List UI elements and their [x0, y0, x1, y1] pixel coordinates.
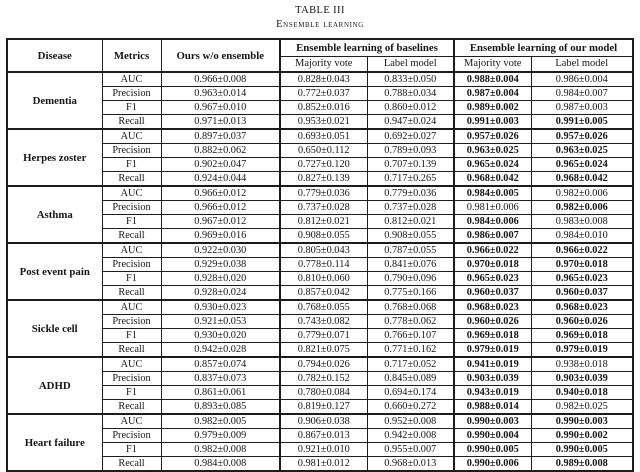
value-cell: 0.857±0.074: [161, 357, 280, 372]
value-cell: 0.660±0.272: [367, 400, 454, 415]
value-cell: 0.821±0.075: [280, 343, 367, 358]
value-cell: 0.966±0.012: [161, 201, 280, 215]
metric-cell: AUC: [102, 300, 161, 315]
metric-cell: AUC: [102, 414, 161, 429]
table-caption-label: TABLE III: [295, 5, 345, 16]
value-cell: 0.969±0.018: [454, 329, 531, 343]
value-cell: 0.772±0.037: [280, 87, 367, 101]
value-cell: 0.982±0.005: [161, 414, 280, 429]
value-cell: 0.940±0.018: [531, 386, 633, 400]
table-row: [7, 300, 633, 315]
value-cell: 0.984±0.006: [454, 215, 531, 229]
value-cell: 0.833±0.050: [367, 72, 454, 87]
value-cell: 0.861±0.061: [161, 386, 280, 400]
value-cell: 0.860±0.012: [367, 101, 454, 115]
value-cell: 0.794±0.026: [280, 357, 367, 372]
metric-cell: AUC: [102, 129, 161, 144]
value-cell: 0.717±0.265: [367, 172, 454, 187]
header-group-baselines: Ensemble learning of baselines: [280, 39, 454, 57]
value-cell: 0.957±0.026: [454, 129, 531, 144]
value-cell: 0.984±0.008: [161, 457, 280, 472]
value-cell: 0.990±0.005: [454, 443, 531, 457]
metric-cell: AUC: [102, 72, 161, 87]
metric-cell: Recall: [102, 400, 161, 415]
value-cell: 0.983±0.008: [531, 215, 633, 229]
value-cell: 0.852±0.016: [280, 101, 367, 115]
value-cell: 0.981±0.006: [454, 201, 531, 215]
value-cell: 0.990±0.003: [531, 414, 633, 429]
value-cell: 0.766±0.107: [367, 329, 454, 343]
value-cell: 0.771±0.162: [367, 343, 454, 358]
value-cell: 0.968±0.042: [454, 172, 531, 187]
value-cell: 0.778±0.062: [367, 315, 454, 329]
value-cell: 0.768±0.068: [367, 300, 454, 315]
metric-cell: Recall: [102, 229, 161, 244]
value-cell: 0.990±0.003: [454, 414, 531, 429]
value-cell: 0.965±0.023: [531, 272, 633, 286]
ensemble-learning-table: [6, 38, 634, 472]
value-cell: 0.929±0.038: [161, 258, 280, 272]
table-row: [7, 243, 633, 258]
header-row-groups: [7, 39, 633, 57]
value-cell: 0.968±0.023: [454, 300, 531, 315]
value-cell: 0.968±0.023: [531, 300, 633, 315]
value-cell: 0.819±0.127: [280, 400, 367, 415]
value-cell: 0.966±0.012: [161, 186, 280, 201]
disease-cell: Asthma: [7, 186, 102, 243]
value-cell: 0.990±0.006: [454, 457, 531, 472]
value-cell: 0.810±0.060: [280, 272, 367, 286]
metric-cell: Precision: [102, 87, 161, 101]
metric-cell: Precision: [102, 144, 161, 158]
value-cell: 0.841±0.076: [367, 258, 454, 272]
header-metrics: Metrics: [102, 39, 161, 72]
value-cell: 0.778±0.114: [280, 258, 367, 272]
value-cell: 0.867±0.013: [280, 429, 367, 443]
value-cell: 0.908±0.055: [280, 229, 367, 244]
value-cell: 0.970±0.018: [531, 258, 633, 272]
table-row: [7, 186, 633, 201]
value-cell: 0.990±0.002: [531, 429, 633, 443]
value-cell: 0.967±0.010: [161, 101, 280, 115]
value-cell: 0.903±0.039: [531, 372, 633, 386]
value-cell: 0.969±0.016: [161, 229, 280, 244]
subheader-majority-vote-baselines: Majority vote: [280, 57, 367, 73]
disease-cell: Dementia: [7, 72, 102, 129]
value-cell: 0.969±0.018: [531, 329, 633, 343]
table-head: [7, 39, 633, 72]
metric-cell: F1: [102, 272, 161, 286]
value-cell: 0.693±0.051: [280, 129, 367, 144]
value-cell: 0.908±0.055: [367, 229, 454, 244]
value-cell: 0.827±0.139: [280, 172, 367, 187]
table-body: [7, 72, 633, 471]
value-cell: 0.981±0.012: [280, 457, 367, 472]
metric-cell: AUC: [102, 357, 161, 372]
value-cell: 0.717±0.052: [367, 357, 454, 372]
value-cell: 0.707±0.139: [367, 158, 454, 172]
value-cell: 0.942±0.028: [161, 343, 280, 358]
value-cell: 0.692±0.027: [367, 129, 454, 144]
value-cell: 0.963±0.014: [161, 87, 280, 101]
disease-cell: Heart failure: [7, 414, 102, 471]
value-cell: 0.987±0.004: [454, 87, 531, 101]
value-cell: 0.965±0.024: [531, 158, 633, 172]
value-cell: 0.787±0.055: [367, 243, 454, 258]
metric-cell: AUC: [102, 243, 161, 258]
value-cell: 0.768±0.055: [280, 300, 367, 315]
value-cell: 0.991±0.003: [454, 115, 531, 130]
metric-cell: Recall: [102, 457, 161, 472]
value-cell: 0.924±0.044: [161, 172, 280, 187]
value-cell: 0.979±0.009: [161, 429, 280, 443]
value-cell: 0.970±0.018: [454, 258, 531, 272]
metric-cell: F1: [102, 443, 161, 457]
disease-cell: ADHD: [7, 357, 102, 414]
value-cell: 0.779±0.036: [280, 186, 367, 201]
subheader-label-model-baselines: Label model: [367, 57, 454, 73]
value-cell: 0.737±0.028: [280, 201, 367, 215]
value-cell: 0.963±0.025: [531, 144, 633, 158]
value-cell: 0.743±0.082: [280, 315, 367, 329]
value-cell: 0.991±0.005: [531, 115, 633, 130]
value-cell: 0.960±0.026: [531, 315, 633, 329]
value-cell: 0.960±0.037: [531, 286, 633, 301]
value-cell: 0.989±0.008: [531, 457, 633, 472]
value-cell: 0.788±0.034: [367, 87, 454, 101]
value-cell: 0.737±0.028: [367, 201, 454, 215]
value-cell: 0.941±0.019: [454, 357, 531, 372]
value-cell: 0.812±0.021: [367, 215, 454, 229]
header-disease: Disease: [7, 39, 102, 72]
table-caption: [0, 0, 640, 31]
value-cell: 0.942±0.008: [367, 429, 454, 443]
value-cell: 0.943±0.019: [454, 386, 531, 400]
metric-cell: F1: [102, 101, 161, 115]
value-cell: 0.971±0.013: [161, 115, 280, 130]
value-cell: 0.968±0.013: [367, 457, 454, 472]
value-cell: 0.928±0.020: [161, 272, 280, 286]
metric-cell: Precision: [102, 201, 161, 215]
value-cell: 0.790±0.096: [367, 272, 454, 286]
metric-cell: F1: [102, 158, 161, 172]
table-row: [7, 414, 633, 429]
value-cell: 0.805±0.043: [280, 243, 367, 258]
value-cell: 0.982±0.008: [161, 443, 280, 457]
table-row: [7, 357, 633, 372]
value-cell: 0.780±0.084: [280, 386, 367, 400]
table-row: [7, 129, 633, 144]
table-row: [7, 72, 633, 87]
value-cell: 0.957±0.026: [531, 129, 633, 144]
value-cell: 0.921±0.053: [161, 315, 280, 329]
value-cell: 0.902±0.047: [161, 158, 280, 172]
value-cell: 0.979±0.019: [454, 343, 531, 358]
value-cell: 0.953±0.021: [280, 115, 367, 130]
subheader-majority-vote-our-model: Majority vote: [454, 57, 531, 73]
value-cell: 0.982±0.006: [531, 186, 633, 201]
value-cell: 0.984±0.005: [454, 186, 531, 201]
value-cell: 0.903±0.039: [454, 372, 531, 386]
value-cell: 0.779±0.071: [280, 329, 367, 343]
subheader-label-model-our-model: Label model: [531, 57, 633, 73]
value-cell: 0.930±0.020: [161, 329, 280, 343]
disease-cell: Herpes zoster: [7, 129, 102, 186]
table-caption-title: Ensemble learning: [276, 19, 364, 30]
value-cell: 0.967±0.012: [161, 215, 280, 229]
metric-cell: F1: [102, 329, 161, 343]
value-cell: 0.988±0.014: [454, 400, 531, 415]
value-cell: 0.984±0.010: [531, 229, 633, 244]
header-group-our-model: Ensemble learning of our model: [454, 39, 633, 57]
value-cell: 0.882±0.062: [161, 144, 280, 158]
value-cell: 0.828±0.043: [280, 72, 367, 87]
value-cell: 0.988±0.004: [454, 72, 531, 87]
value-cell: 0.906±0.038: [280, 414, 367, 429]
value-cell: 0.989±0.002: [454, 101, 531, 115]
metric-cell: F1: [102, 386, 161, 400]
value-cell: 0.893±0.085: [161, 400, 280, 415]
metric-cell: Precision: [102, 429, 161, 443]
value-cell: 0.987±0.003: [531, 101, 633, 115]
metric-cell: F1: [102, 215, 161, 229]
value-cell: 0.928±0.024: [161, 286, 280, 301]
value-cell: 0.779±0.036: [367, 186, 454, 201]
value-cell: 0.837±0.073: [161, 372, 280, 386]
value-cell: 0.990±0.004: [454, 429, 531, 443]
value-cell: 0.897±0.037: [161, 129, 280, 144]
metric-cell: Precision: [102, 315, 161, 329]
value-cell: 0.986±0.004: [531, 72, 633, 87]
value-cell: 0.922±0.030: [161, 243, 280, 258]
value-cell: 0.984±0.007: [531, 87, 633, 101]
value-cell: 0.938±0.018: [531, 357, 633, 372]
metric-cell: Recall: [102, 172, 161, 187]
value-cell: 0.782±0.152: [280, 372, 367, 386]
value-cell: 0.963±0.025: [454, 144, 531, 158]
metric-cell: Recall: [102, 343, 161, 358]
value-cell: 0.968±0.042: [531, 172, 633, 187]
metric-cell: Recall: [102, 286, 161, 301]
value-cell: 0.789±0.093: [367, 144, 454, 158]
value-cell: 0.845±0.089: [367, 372, 454, 386]
value-cell: 0.960±0.037: [454, 286, 531, 301]
metric-cell: Recall: [102, 115, 161, 130]
value-cell: 0.982±0.025: [531, 400, 633, 415]
metric-cell: AUC: [102, 186, 161, 201]
value-cell: 0.955±0.007: [367, 443, 454, 457]
value-cell: 0.947±0.024: [367, 115, 454, 130]
value-cell: 0.965±0.024: [454, 158, 531, 172]
value-cell: 0.965±0.023: [454, 272, 531, 286]
value-cell: 0.930±0.023: [161, 300, 280, 315]
metric-cell: Precision: [102, 258, 161, 272]
value-cell: 0.775±0.166: [367, 286, 454, 301]
value-cell: 0.966±0.008: [161, 72, 280, 87]
metric-cell: Precision: [102, 372, 161, 386]
value-cell: 0.727±0.120: [280, 158, 367, 172]
value-cell: 0.960±0.026: [454, 315, 531, 329]
value-cell: 0.966±0.022: [454, 243, 531, 258]
value-cell: 0.857±0.042: [280, 286, 367, 301]
value-cell: 0.694±0.174: [367, 386, 454, 400]
value-cell: 0.982±0.006: [531, 201, 633, 215]
value-cell: 0.990±0.005: [531, 443, 633, 457]
value-cell: 0.952±0.008: [367, 414, 454, 429]
value-cell: 0.921±0.010: [280, 443, 367, 457]
value-cell: 0.986±0.007: [454, 229, 531, 244]
disease-cell: Post event pain: [7, 243, 102, 300]
value-cell: 0.650±0.112: [280, 144, 367, 158]
value-cell: 0.812±0.021: [280, 215, 367, 229]
header-ours-wo-ensemble: Ours w/o ensemble: [161, 39, 280, 72]
value-cell: 0.979±0.019: [531, 343, 633, 358]
value-cell: 0.966±0.022: [531, 243, 633, 258]
disease-cell: Sickle cell: [7, 300, 102, 357]
